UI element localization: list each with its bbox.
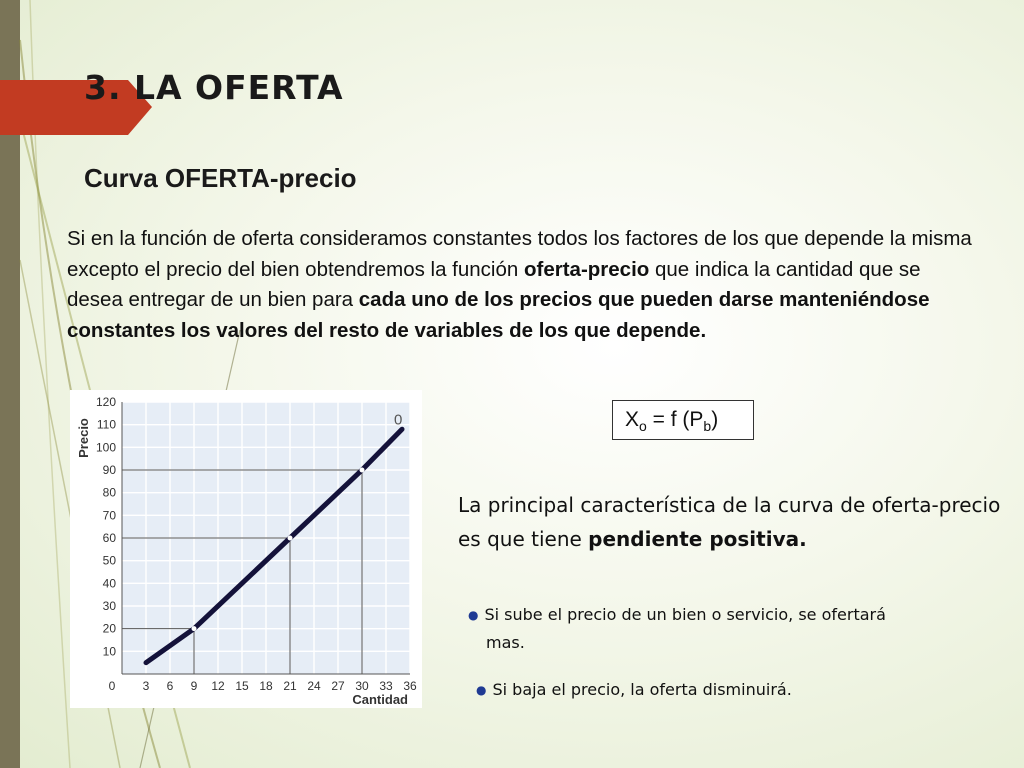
- supply-chart-svg: [70, 390, 422, 708]
- chart-x-axis-label: Cantidad: [352, 692, 408, 707]
- description-text: [458, 488, 1018, 556]
- formula-end: ): [711, 408, 719, 431]
- chart-y-tick-label: 30: [102, 599, 116, 613]
- chart-x-tick-label: 30: [355, 679, 369, 693]
- chart-x-tick-label: 27: [331, 679, 345, 693]
- chart-y-tick-label: 70: [102, 508, 116, 523]
- bullet-1-line-2: mas.: [486, 633, 525, 652]
- formula-x: X: [625, 408, 640, 431]
- chart-x-tick-label: 3: [142, 679, 150, 693]
- paragraph-text-2: que indica la cantidad que se desea entregar de un bien para: [67, 257, 921, 311]
- intro-paragraph: [67, 224, 972, 346]
- paragraph-bold-1: oferta-precio: [524, 257, 650, 281]
- chart-y-tick-label: 60: [102, 531, 116, 545]
- chart-x-tick-label: 33: [379, 679, 393, 693]
- chart-curve-label: 0: [394, 411, 403, 429]
- chart-x-tick-label: 24: [307, 679, 321, 693]
- chart-y-tick-label: 110: [96, 417, 116, 432]
- chart-data-point: [192, 626, 197, 631]
- chart-y-tick-label: 120: [95, 395, 116, 409]
- chart-data-point: [288, 536, 293, 541]
- chart-y-tick-label: 100: [95, 440, 116, 455]
- chart-y-tick-label: 20: [102, 621, 116, 636]
- chart-x-tick-label: 0: [108, 679, 116, 693]
- supply-chart: [70, 390, 422, 708]
- bullet-dot-icon: ●: [468, 608, 479, 622]
- chart-x-tick-label: 15: [235, 679, 249, 693]
- bullet-item-price-down: [476, 676, 976, 704]
- slide-subtitle: Curva OFERTA-precio: [84, 163, 357, 193]
- chart-y-axis-label: Precio: [76, 418, 91, 458]
- chart-x-tick-label: 36: [403, 679, 417, 693]
- bullet-dot-icon: ●: [476, 683, 487, 697]
- formula-mid: = f (P: [646, 408, 704, 431]
- chart-y-tick-label: 80: [102, 485, 116, 500]
- chart-x-tick-label: 12: [211, 679, 225, 693]
- chart-y-tick-label: 50: [102, 553, 116, 568]
- paragraph-text-1: Si en la función de oferta consideramos constantes todos los factores de los que depende la misma excepto el precio del bien obtendremos la función: [67, 227, 972, 281]
- chart-x-tick-label: 9: [190, 679, 198, 693]
- bullet-1-line-1: Si sube el precio de un bien o servicio, se ofertará: [484, 605, 886, 624]
- paragraph-bold-2: cada uno de los precios que pueden darse manteniéndose constantes los valores del resto de variables de los que depende.: [67, 288, 930, 342]
- formula-box: [612, 400, 754, 440]
- chart-y-tick-label: 90: [102, 463, 116, 477]
- slide-title: 3. LA OFERTA: [84, 68, 344, 107]
- description-bold: pendiente positiva.: [588, 527, 807, 551]
- formula-p-sub: b: [703, 418, 712, 435]
- chart-y-tick-label: 10: [102, 644, 116, 659]
- bullet-2-text: Si baja el precio, la oferta disminuirá.: [492, 680, 792, 699]
- chart-data-point: [360, 468, 365, 473]
- chart-y-tick-label: 40: [102, 576, 116, 591]
- chart-x-tick-label: 21: [283, 679, 297, 693]
- formula-x-sub: o: [639, 418, 647, 435]
- chart-x-tick-label: 6: [166, 679, 174, 693]
- bullet-item-price-up: [468, 601, 968, 656]
- chart-x-tick-label: 18: [259, 679, 273, 693]
- description-plain: La principal característica de la curva de oferta-precio es que tiene: [458, 493, 1001, 551]
